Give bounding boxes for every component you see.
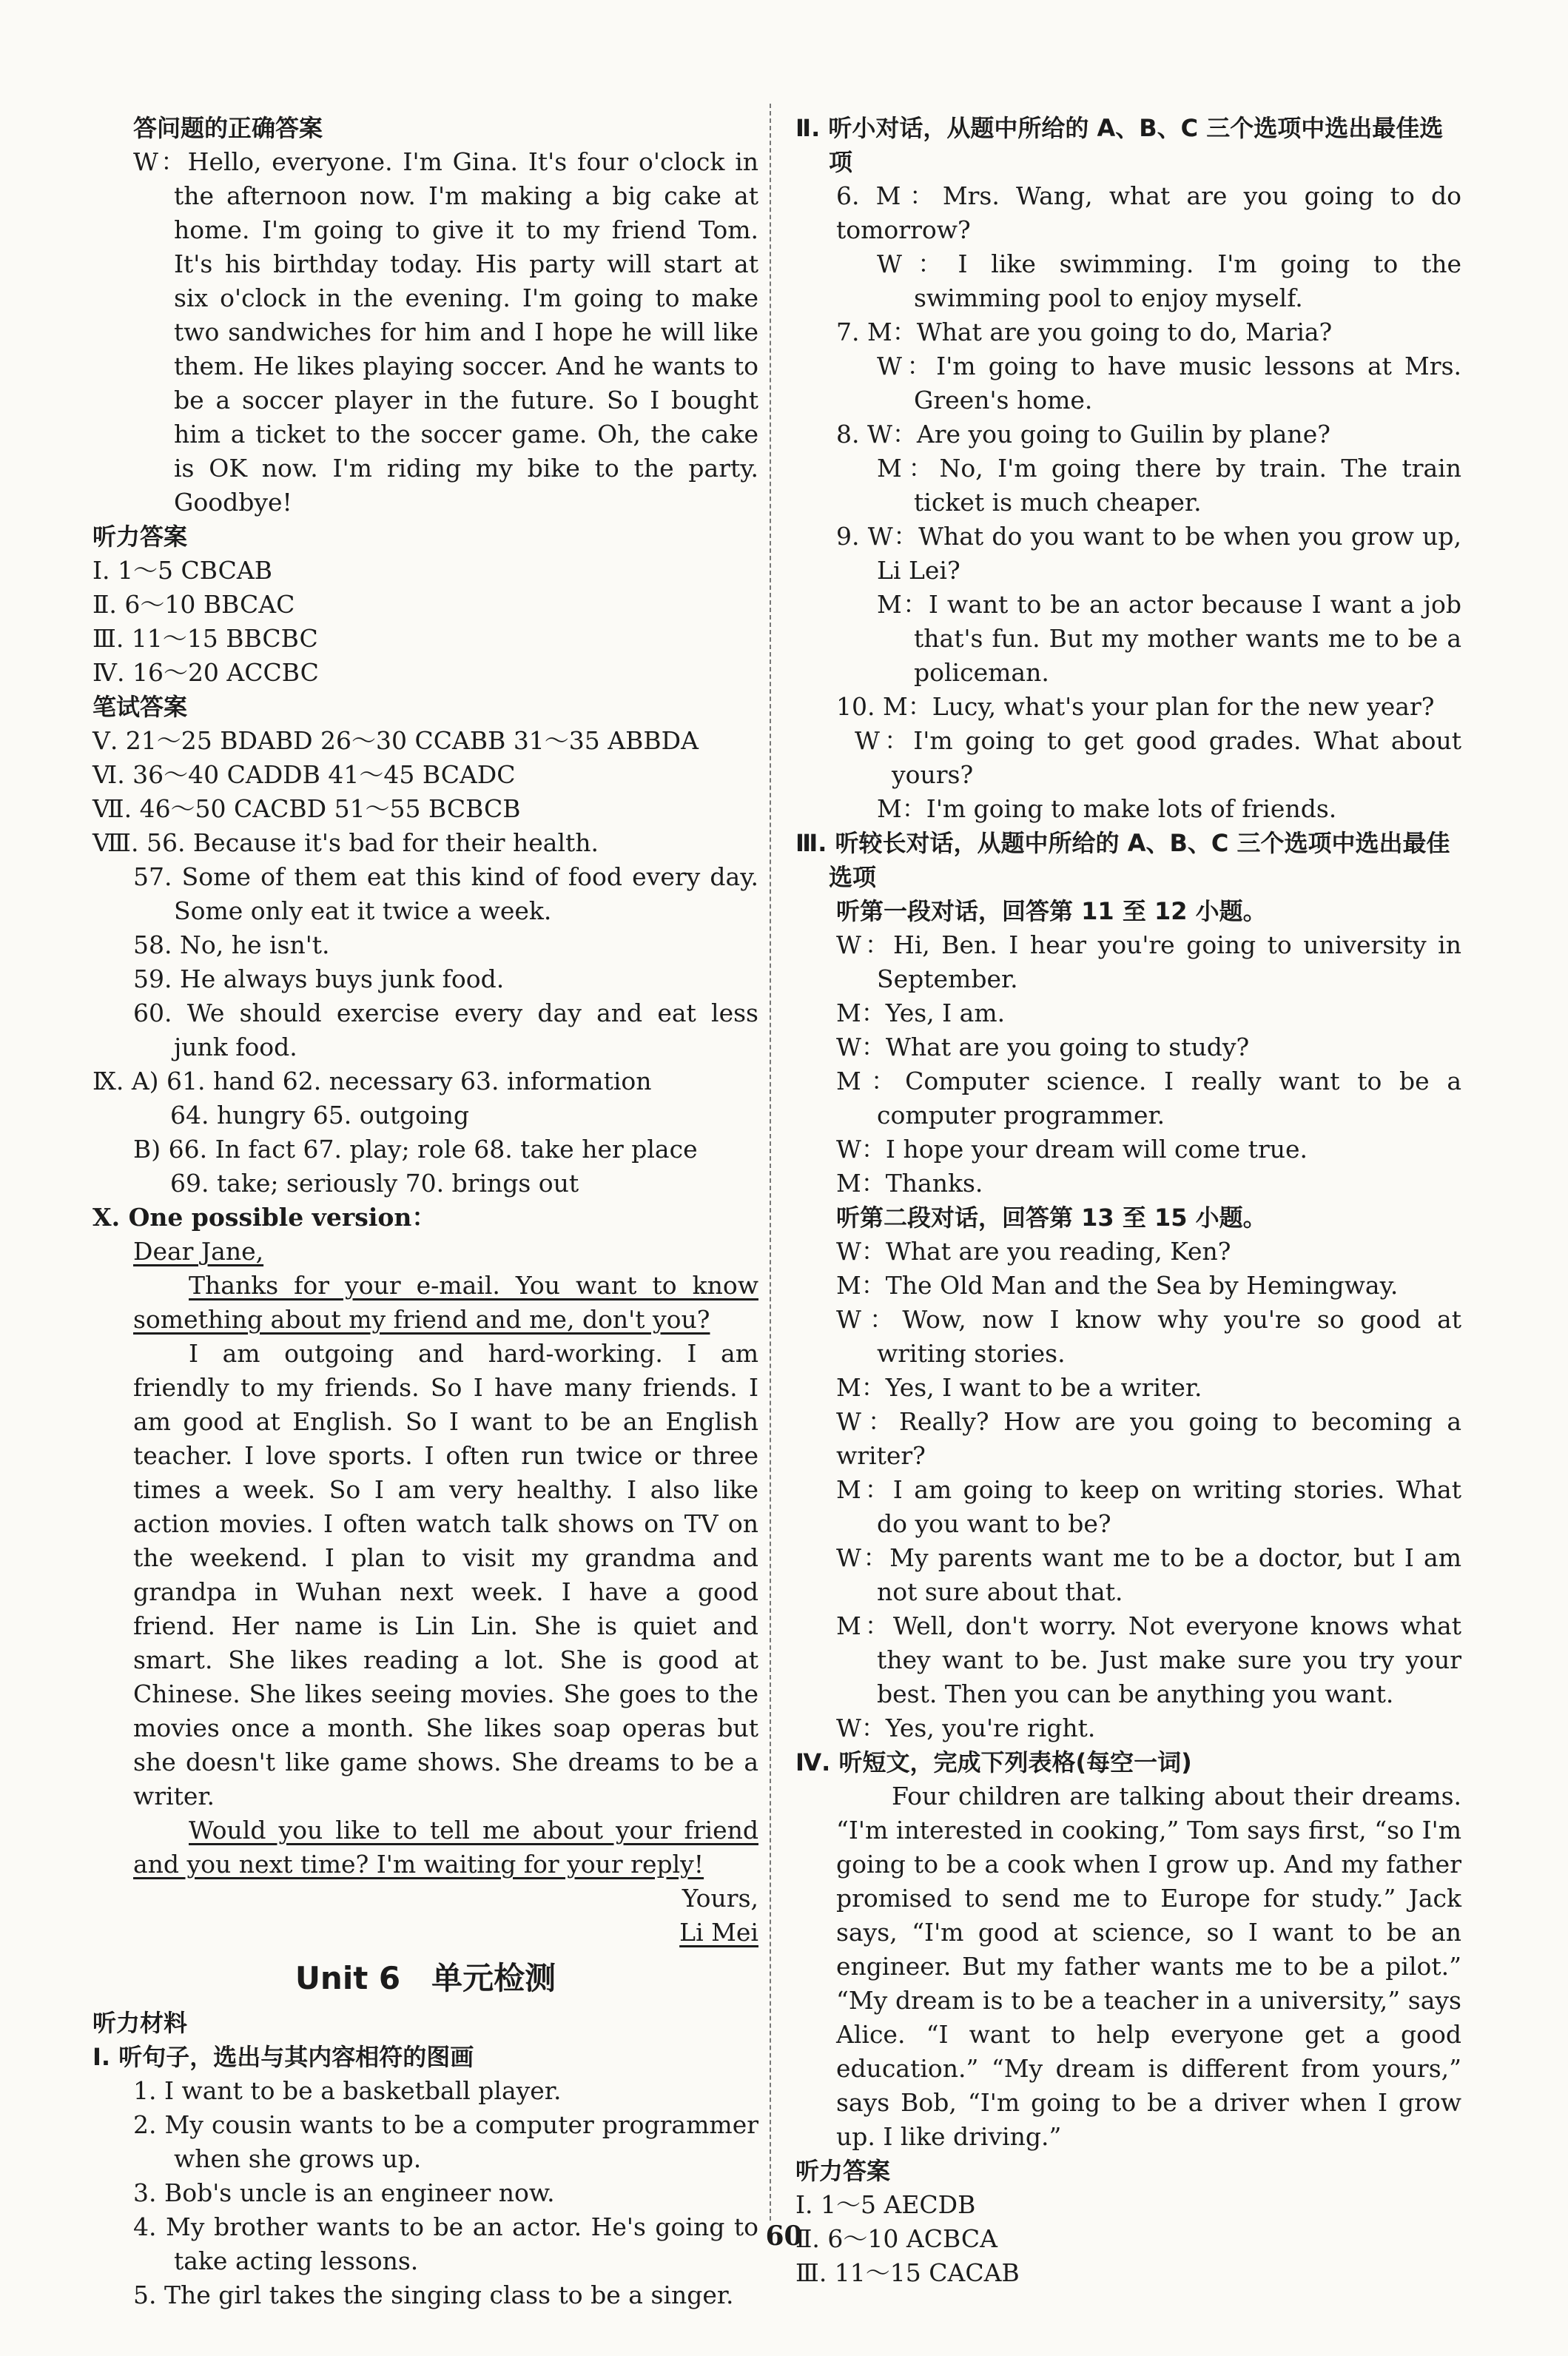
unit-title: Unit 6 单元检测 bbox=[295, 1960, 556, 1996]
letter-sign-name: Li Mei bbox=[679, 1918, 758, 1947]
right-line: M：Yes, I am. bbox=[836, 999, 1006, 1027]
right-line: W：Really? How are you going to becoming a writer? bbox=[836, 1407, 1461, 1470]
right-line: Four children are talking about their dreams. “I'm interested in cooking,” Tom says first, “so I'm going to be a cook when I grow up. And my father promised to send me to Europe for study.” Jack says, “I'm good at science, so I want to be an engineer. But my father wants me to be a pilot.” “My dream is to be a teacher in a university,” says Alice. “I want to help everyone get a good education.” “My dream is different from yours,” says Bob, “I'm going to be a driver when I grow up. I like driving.” bbox=[836, 1782, 1461, 2151]
right-line: 听第二段对话，回答第 13 至 15 小题。 bbox=[836, 1204, 1267, 1232]
left-answer-block bbox=[92, 111, 758, 1235]
right-line: W：I'm going to get good grades. What about yours? bbox=[855, 726, 1461, 789]
left-line: Ⅴ. 21～25 BDABD 26～30 CCABB 31～35 ABBDA bbox=[92, 726, 699, 755]
right-line: M：Thanks. bbox=[836, 1169, 983, 1198]
left-after-line: 2. My cousin wants to be a computer programmer when she grows up. bbox=[133, 2110, 758, 2173]
left-line: 听力答案 bbox=[92, 523, 188, 551]
right-line: W：What are you going to study? bbox=[836, 1033, 1250, 1061]
left-line: 69. take; seriously 70. brings out bbox=[170, 1169, 579, 1198]
left-line: Ⅸ. A) 61. hand 62. necessary 63. information bbox=[92, 1067, 652, 1095]
left-line: 58. No, he isn't. bbox=[133, 930, 330, 959]
left-line: Ⅵ. 36～40 CADDB 41～45 BCADC bbox=[92, 760, 516, 789]
letter-closing: Would you like to tell me about your friend and you next time? I'm waiting for your reply! bbox=[133, 1816, 758, 1879]
left-column bbox=[92, 111, 758, 2312]
right-line: W：I like swimming. I'm going to the swimming pool to enjoy myself. bbox=[877, 249, 1461, 312]
left-line: Ⅱ. 6～10 BBCAC bbox=[92, 590, 295, 619]
right-line: 10. M：Lucy, what's your plan for the new year? bbox=[836, 692, 1435, 721]
right-line: Ⅳ. 听短文，完成下列表格(每空一词) bbox=[795, 1748, 1192, 1776]
page-number: 60 bbox=[765, 2221, 803, 2252]
right-answer-block bbox=[795, 111, 1461, 2290]
left-line: Ⅶ. 46～50 CACBD 51～55 BCBCB bbox=[92, 794, 521, 823]
left-line: 59. He always buys junk food. bbox=[133, 964, 505, 993]
right-line: 7. M：What are you going to do, Maria? bbox=[836, 318, 1333, 346]
listening-material bbox=[92, 2006, 758, 2312]
letter-intro: Thanks for your e-mail. You want to know something about my friend and me, don't you? bbox=[133, 1271, 758, 1334]
left-after-line: 5. The girl takes the singing class to be a singer. bbox=[133, 2281, 734, 2309]
right-line: W：Hi, Ben. I hear you're going to university in September. bbox=[836, 930, 1461, 993]
right-line: M：I want to be an actor because I want a job that's fun. But my mother wants me to be a policeman. bbox=[877, 590, 1461, 687]
right-line: 9. W：What do you want to be when you grow up, Li Lei? bbox=[836, 522, 1461, 585]
right-line: W：Yes, you're right. bbox=[836, 1714, 1096, 1742]
right-line: W：My parents want me to be a doctor, but I am not sure about that. bbox=[836, 1543, 1461, 1606]
letter-body: I am outgoing and hard-working. I am friendly to my friends. So I have many friends. I am good at English. So I want to be an English teacher. I love sports. I often run twice or three times a week. So I am very healthy. I also like action movies. I often watch talk shows on TV on the weekend. I plan to visit my grandma and grandpa in Wuhan next week. I have a good friend. Her name is Lin Lin. She is quiet and smart. She likes reading a lot. She is good at Chinese. She likes seeing movies. She goes to the movies once a month. She likes soap operas but she doesn't like game shows. She dreams to be a writer. bbox=[133, 1339, 758, 1810]
left-line: 57. Some of them eat this kind of food every day. Some only eat it twice a week. bbox=[133, 862, 758, 925]
left-line: 60. We should exercise every day and eat less junk food. bbox=[133, 999, 758, 1061]
right-line: Ⅱ. 6～10 ACBCA bbox=[795, 2224, 997, 2253]
left-line: B) 66. In fact 67. play; role 68. take her place bbox=[133, 1135, 698, 1164]
right-line: M：The Old Man and the Sea by Hemingway. bbox=[836, 1271, 1399, 1300]
left-after-line: 1. I want to be a basketball player. bbox=[133, 2076, 562, 2105]
left-line: 64. hungry 65. outgoing bbox=[170, 1101, 470, 1130]
right-line: Ⅲ. 听较长对话，从题中所给的 A、B、C 三个选项中选出最佳选项 bbox=[795, 829, 1450, 891]
column-divider bbox=[770, 104, 771, 2221]
right-line: W：Wow, now I know why you're so good at writing stories. bbox=[836, 1305, 1461, 1368]
right-line: M：No, I'm going there by train. The train ticket is much cheaper. bbox=[877, 454, 1461, 517]
right-line: M：Computer science. I really want to be a computer programmer. bbox=[836, 1067, 1461, 1130]
right-line: M：Yes, I want to be a writer. bbox=[836, 1373, 1202, 1402]
left-line: 答问题的正确答案 bbox=[133, 114, 323, 142]
right-line: M：I'm going to make lots of friends. bbox=[877, 794, 1337, 823]
right-line: W：I hope your dream will come true. bbox=[836, 1135, 1308, 1164]
right-line: 8. W：Are you going to Guilin by plane? bbox=[836, 420, 1330, 449]
left-line: Ⅹ. One possible version： bbox=[92, 1203, 437, 1232]
letter-greeting: Dear Jane, bbox=[133, 1237, 264, 1266]
right-line: M：I am going to keep on writing stories. What do you want to be? bbox=[836, 1475, 1461, 1538]
right-line: W：What are you reading, Ken? bbox=[836, 1237, 1231, 1266]
letter-sign-yours: Yours, bbox=[682, 1884, 758, 1913]
left-line: Ⅳ. 16～20 ACCBC bbox=[92, 658, 319, 687]
right-line: Ⅰ. 1～5 AECDB bbox=[795, 2190, 976, 2219]
right-line: Ⅱ. 听小对话，从题中所给的 A、B、C 三个选项中选出最佳选项 bbox=[795, 114, 1444, 176]
left-after-line: 听力材料 bbox=[92, 2009, 188, 2037]
left-line: Ⅲ. 11～15 BBCBC bbox=[92, 624, 318, 653]
right-line: M：Well, don't worry. Not everyone knows what they want to be. Just make sure you try your best. Then you can be anything you want. bbox=[836, 1611, 1461, 1708]
left-line: Ⅷ. 56. Because it's bad for their health. bbox=[92, 828, 599, 857]
right-line: 听第一段对话，回答第 11 至 12 小题。 bbox=[836, 897, 1267, 925]
right-line: 听力答案 bbox=[795, 2157, 891, 2185]
left-line: W：Hello, everyone. I'm Gina. It's four o'clock in the afternoon now. I'm making a big cake at home. I'm going to give it to my friend Tom. It's his birthday today. His party will start at six o'clock in the evening. I'm going to make two sandwiches for him and I hope he will like them. He likes playing soccer. And he wants to be a soccer player in the future. So I bought him a ticket to the soccer game. Oh, the cake is OK now. I'm riding my bike to the party. Goodbye! bbox=[133, 147, 758, 517]
left-after-line: 4. My brother wants to be an actor. He's going to take acting lessons. bbox=[133, 2212, 758, 2275]
left-line: Ⅰ. 1～5 CBCAB bbox=[92, 556, 272, 585]
right-line: 6. M：Mrs. Wang, what are you going to do tomorrow? bbox=[836, 181, 1461, 244]
left-line: 笔试答案 bbox=[92, 693, 188, 721]
model-letter bbox=[92, 1235, 758, 1950]
right-line: W：I'm going to have music lessons at Mrs. Green's home. bbox=[877, 352, 1461, 415]
right-column bbox=[795, 111, 1461, 2290]
left-after-line: Ⅰ. 听句子，选出与其内容相符的图画 bbox=[92, 2043, 474, 2071]
left-after-line: 3. Bob's uncle is an engineer now. bbox=[133, 2178, 555, 2207]
right-line: Ⅲ. 11～15 CACAB bbox=[795, 2258, 1020, 2287]
